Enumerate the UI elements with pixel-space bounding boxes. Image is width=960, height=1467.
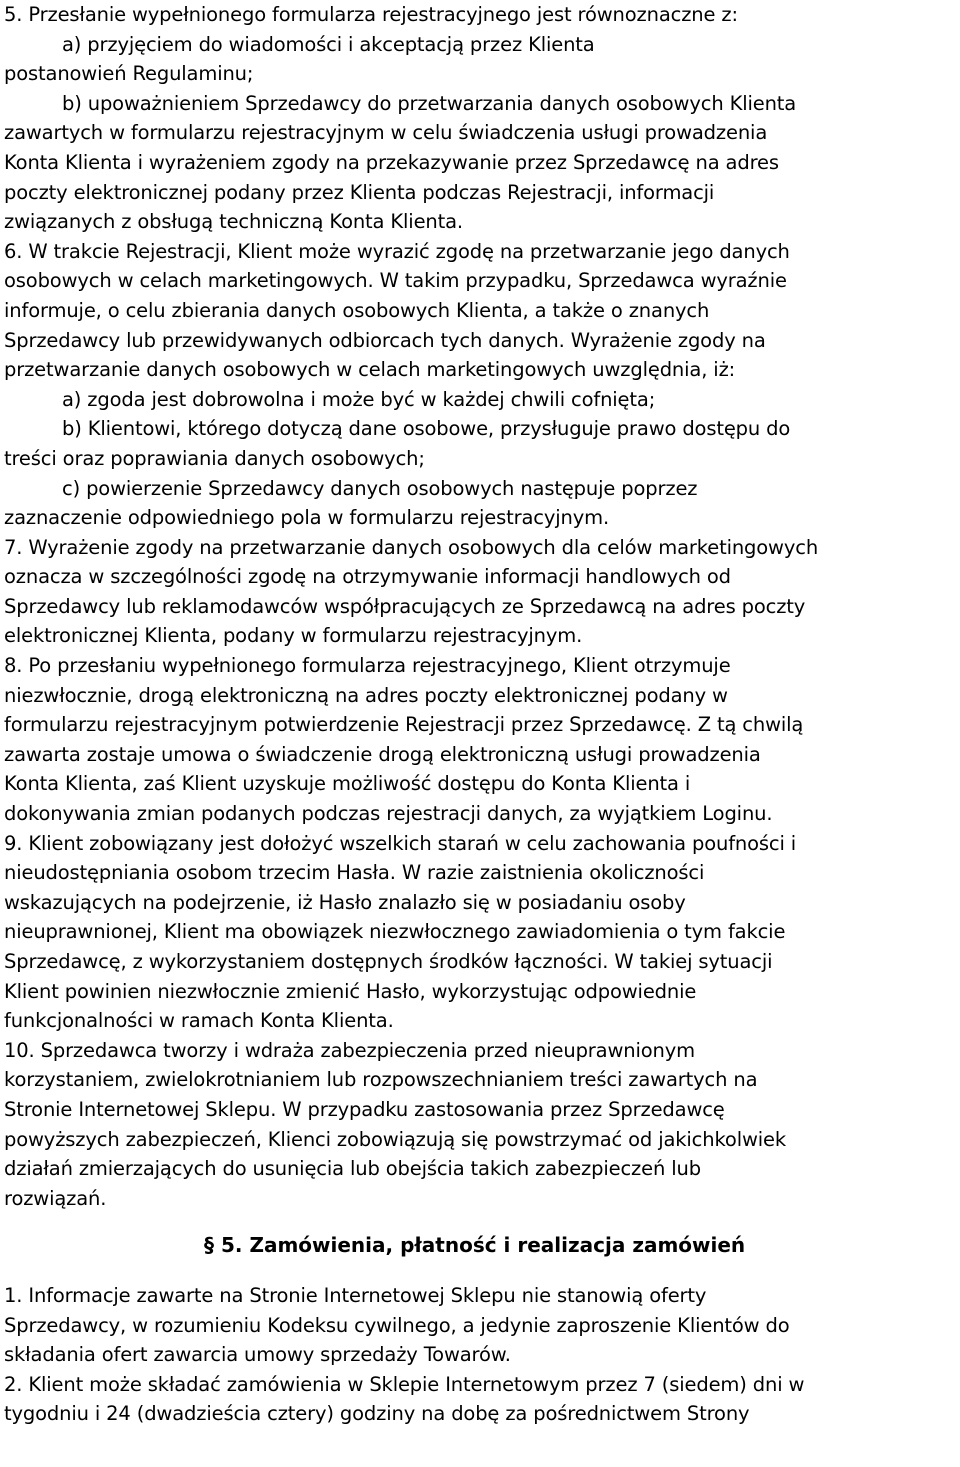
text-line: c) powierzenie Sprzedawcy danych osobowych następuje poprzez <box>62 476 698 500</box>
text-line: osobowych w celach marketingowych. W takim przypadku, Sprzedawca wyraźnie <box>4 269 787 293</box>
text-line: 9. Klient zobowiązany jest dołożyć wszelkich starań w celu zachowania poufności i <box>4 831 797 855</box>
text-line: korzystaniem, zwielokrotnianiem lub rozpowszechnianiem treści zawartych na <box>4 1068 758 1092</box>
text-line: działań zmierzających do usunięcia lub obejścia takich zabezpieczeń lub <box>4 1157 701 1181</box>
spacer <box>4 1261 958 1281</box>
text-line: 10. Sprzedawca tworzy i wdraża zabezpieczenia przed nieuprawnionym <box>4 1038 695 1062</box>
text-line: informuje, o celu zbierania danych osobowych Klienta, a także o znanych <box>4 298 710 322</box>
text-line: oznacza w szczególności zgodę na otrzymywanie informacji handlowych od <box>4 565 731 589</box>
text-line: Sprzedawcy lub przewidywanych odbiorcach tych danych. Wyrażenie zgody na <box>4 328 766 352</box>
text-line: składania ofert zawarcia umowy sprzedaży Towarów. <box>4 1343 511 1367</box>
spacer <box>4 1213 958 1231</box>
text-line: dokonywania zmian podanych podczas rejestracji danych, za wyjątkiem Loginu. <box>4 802 773 826</box>
text-line: treści oraz poprawiania danych osobowych; <box>4 446 425 470</box>
text-line: 1. Informacje zawarte na Stronie Internetowej Sklepu nie stanowią oferty <box>4 1283 707 1307</box>
text-line: powyższych zabezpieczeń, Klienci zobowiązują się powstrzymać od jakichkolwiek <box>4 1127 787 1151</box>
document-page <box>4 0 958 1429</box>
text-line: przetwarzanie danych osobowych w celach marketingowych uwzględnia, iż: <box>4 358 736 382</box>
text-line: niezwłocznie, drogą elektroniczną na adres poczty elektronicznej podany w <box>4 683 728 707</box>
section-5-body <box>4 1281 958 1429</box>
text-line: 6. W trakcie Rejestracji, Klient może wyrazić zgodę na przetwarzanie jego danych <box>4 239 790 263</box>
text-line: formularzu rejestracyjnym potwierdzenie Rejestracji przez Sprzedawcę. Z tą chwilą <box>4 713 804 737</box>
text-line: funkcjonalności w ramach Konta Klienta. <box>4 1009 394 1033</box>
text-line: zaznaczenie odpowiedniego pola w formularzu rejestracyjnym. <box>4 506 610 530</box>
text-line: związanych z obsługą techniczną Konta Klienta. <box>4 210 463 234</box>
text-line: a) przyjęciem do wiadomości i akceptacją przez Klienta <box>62 32 595 56</box>
text-line: 5. Przesłanie wypełnionego formularza rejestracyjnego jest równoznaczne z: <box>4 3 738 26</box>
text-line: zawartych w formularzu rejestracyjnym w celu świadczenia usługi prowadzenia <box>4 121 768 145</box>
text-line: Sprzedawcy lub reklamodawców współpracujących ze Sprzedawcą na adres poczty <box>4 594 806 618</box>
text-line: wskazujących na podejrzenie, iż Hasło znalazło się w posiadaniu osoby <box>4 890 686 914</box>
section-5-heading: § 5. Zamówienia, płatność i realizacja zamówień <box>204 1233 746 1258</box>
text-line: nieudostępniania osobom trzecim Hasła. W razie zaistnienia okoliczności <box>4 861 705 885</box>
text-line: 8. Po przesłaniu wypełnionego formularza rejestracyjnego, Klient otrzymuje <box>4 654 731 678</box>
text-line: Stronie Internetowej Sklepu. W przypadku zastosowania przez Sprzedawcę <box>4 1097 725 1121</box>
text-line: poczty elektronicznej podany przez Klienta podczas Rejestracji, informacji <box>4 180 715 204</box>
text-line: Sprzedawcy, w rozumieniu Kodeksu cywilnego, a jedynie zaproszenie Klientów do <box>4 1313 790 1337</box>
text-line: postanowień Regulaminu; <box>4 62 254 86</box>
text-line: Sprzedawcę, z wykorzystaniem dostępnych środków łączności. W takiej sytuacji <box>4 950 773 973</box>
text-line: b) upoważnieniem Sprzedawcy do przetwarzania danych osobowych Klienta <box>62 91 797 115</box>
text-line: 2. Klient może składać zamówienia w Sklepie Internetowym przez 7 (siedem) dni w <box>4 1372 805 1396</box>
text-line: zawarta zostaje umowa o świadczenie drogą elektroniczną usługi prowadzenia <box>4 742 761 766</box>
text-line: Konta Klienta, zaś Klient uzyskuje możliwość dostępu do Konta Klienta i <box>4 772 691 796</box>
text-line: nieuprawnionej, Klient ma obowiązek niezwłocznego zawiadomienia o tym fakcie <box>4 920 786 944</box>
text-line: b) Klientowi, którego dotyczą dane osobowe, przysługuje prawo dostępu do <box>62 417 791 441</box>
text-line: rozwiązań. <box>4 1186 107 1210</box>
text-line: elektronicznej Klienta, podany w formularzu rejestracyjnym. <box>4 624 583 648</box>
text-line: tygodniu i 24 (dwadzieścia cztery) godziny na dobę za pośrednictwem Strony <box>4 1402 750 1426</box>
section-4-body <box>4 0 958 1213</box>
text-line: Klient powinien niezwłocznie zmienić Hasło, wykorzystując odpowiednie <box>4 979 697 1003</box>
text-line: Konta Klienta i wyrażeniem zgody na przekazywanie przez Sprzedawcę na adres <box>4 150 779 174</box>
text-line: a) zgoda jest dobrowolna i może być w każdej chwili cofnięta; <box>62 387 656 411</box>
text-line: 7. Wyrażenie zgody na przetwarzanie danych osobowych dla celów marketingowych <box>4 535 819 559</box>
